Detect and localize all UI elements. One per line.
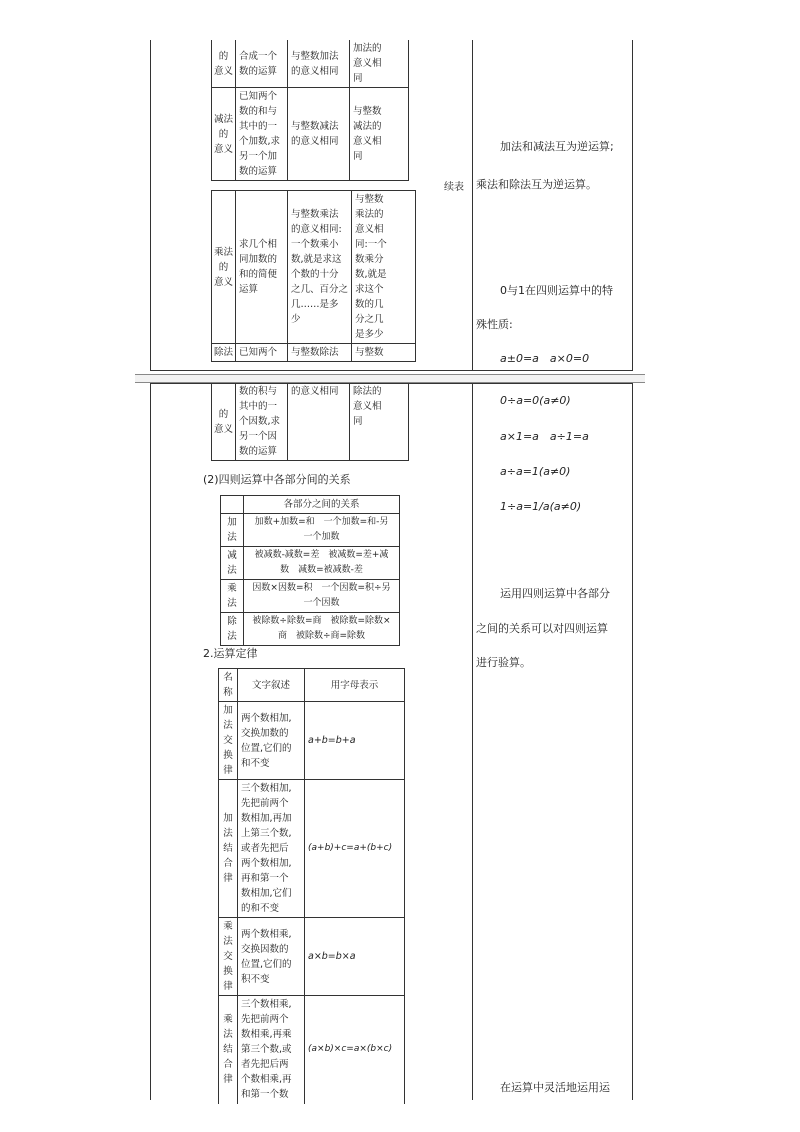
right-p2-line1: 0与1在四则运算中的特 — [500, 284, 613, 297]
row-name: 减法 的 意义 — [212, 88, 236, 181]
laws-heading: 2.运算定律 — [203, 647, 258, 660]
table-row — [212, 40, 409, 88]
row-name: 加法 — [221, 514, 244, 547]
right-p2-line2: 殊性质: — [476, 318, 513, 331]
table-row — [219, 996, 405, 1104]
table-row — [219, 669, 405, 702]
row-text: 被除数÷除数=商 被除数=除数× 商 被除数÷商=除数 — [244, 613, 400, 646]
page-break — [135, 374, 645, 383]
table-row — [212, 344, 416, 362]
table-row — [221, 580, 400, 613]
table-row — [221, 613, 400, 646]
row-name: 乘法 — [221, 580, 244, 613]
row-name: 的 意义 — [212, 40, 236, 88]
row-col2: 与整数除法 — [288, 344, 352, 362]
table-row — [221, 514, 400, 547]
row-col2: 的意义相同 — [288, 383, 350, 461]
meaning-table-top — [211, 40, 409, 181]
relations-table — [220, 495, 400, 646]
table-row — [219, 702, 405, 780]
relations-header: 各部分之间的关系 — [244, 496, 400, 514]
formula-5: 1÷a=1/a(a≠0) — [500, 500, 582, 513]
frame-mid-line — [472, 40, 473, 370]
row-name: 加 法 结 合 律 — [219, 780, 238, 918]
row-name: 加 法 交 换 律 — [219, 702, 238, 780]
table-row — [219, 780, 405, 918]
frame-mid-line-2 — [472, 383, 473, 1100]
row-col1: 已知两个 数的和与 其中的一 个加数,求 另一个加 数的运算 — [236, 88, 288, 181]
frame-right-line — [632, 40, 633, 370]
row-col3: 除法的 意义相 同 — [350, 383, 409, 461]
laws-table — [218, 668, 405, 1104]
xubiao-label: 续表 — [444, 182, 464, 193]
row-name: 减法 — [221, 547, 244, 580]
row-text: 两个数相乘, 交换因数的 位置,它们的 积不变 — [238, 918, 305, 996]
frame-right-line-2 — [632, 383, 633, 1100]
row-text: 加数+加数=和 一个加数=和-另 一个加数 — [244, 514, 400, 547]
row-col2: 与整数减法 的意义相同 — [288, 88, 350, 181]
laws-header-name: 名 称 — [219, 669, 238, 702]
frame-left-line — [150, 40, 151, 370]
row-col1: 求几个相 同加数的 和的简便 运算 — [236, 191, 288, 344]
row-text: 三个数相乘, 先把前两个 数相乘,再乘 第三个数,或 者先把后两 个数相乘,再 和第一个数 — [238, 996, 305, 1104]
row-name: 乘 法 交 换 律 — [219, 918, 238, 996]
right-p3-line1: 运用四则运算中各部分 — [500, 587, 610, 600]
formula-3: a×1=a a÷1=a — [500, 430, 589, 443]
row-col2: 与整数乘法 的意义相同: 一个数乘小 数,就是求这 个数的十分 之几、百分之 几……是多 少 — [288, 191, 352, 344]
table-row — [219, 918, 405, 996]
row-col3: 与整数 — [352, 344, 416, 362]
row-name: 的 意义 — [212, 383, 236, 461]
row-col1: 合成一个 数的运算 — [236, 40, 288, 88]
row-text: 因数×因数=积 一个因数=积÷另 一个因数 — [244, 580, 400, 613]
formula-4: a÷a=1(a≠0) — [500, 465, 571, 478]
table-row — [212, 88, 409, 181]
row-col3: 与整数 减法的 意义相 同 — [350, 88, 409, 181]
right-p1-line1: 加法和减法互为逆运算; — [500, 140, 614, 153]
laws-header-formula: 用字母表示 — [305, 669, 405, 702]
row-col2: 与整数加法 的意义相同 — [288, 40, 350, 88]
row-formula: (a×b)×c=a×(b×c) — [305, 996, 405, 1104]
row-formula: (a+b)+c=a+(b+c) — [305, 780, 405, 918]
row-text: 两个数相加, 交换加数的 位置,它们的 和不变 — [238, 702, 305, 780]
table-row — [221, 547, 400, 580]
relations-heading: (2)四则运算中各部分间的关系 — [203, 473, 351, 486]
right-p3-line2: 之间的关系可以对四则运算 — [476, 622, 608, 635]
table-row — [221, 496, 400, 514]
table-row — [212, 191, 416, 344]
right-p1-line2: 乘法和除法互为逆运算。 — [476, 178, 597, 191]
meaning-table-mult — [211, 190, 416, 362]
right-p4-line1: 在运算中灵活地运用运 — [500, 1081, 610, 1094]
row-text: 被减数-减数=差 被减数=差+减 数 减数=被减数-差 — [244, 547, 400, 580]
row-text: 三个数相加, 先把前两个 数相加,再加 上第三个数, 或者先把后 两个数相加, 再和第一个 数相加,它们 的和不变 — [238, 780, 305, 918]
row-col1: 数的积与 其中的一 个因数,求 另一个因 数的运算 — [236, 383, 288, 461]
row-col1: 已知两个 — [236, 344, 288, 362]
row-name: 除法 — [212, 344, 236, 362]
table-row — [212, 383, 409, 461]
relations-header-blank — [221, 496, 244, 514]
row-col3: 与整数 乘法的 意义相 同:一个 数乘分 数,就是 求这个 数的几 分之几 是多少 — [352, 191, 416, 344]
meaning-table-div-cont — [211, 383, 409, 461]
laws-header-text: 文字叙述 — [238, 669, 305, 702]
frame-bottom-line — [150, 370, 633, 371]
right-p3-line3: 进行验算。 — [476, 656, 531, 669]
row-name: 除法 — [221, 613, 244, 646]
row-formula: a+b=b+a — [305, 702, 405, 780]
row-formula: a×b=b×a — [305, 918, 405, 996]
row-name: 乘法 的 意义 — [212, 191, 236, 344]
row-col3: 加法的 意义相 同 — [350, 40, 409, 88]
formula-2: 0÷a=0(a≠0) — [500, 394, 571, 407]
row-name: 乘 法 结 合 律 — [219, 996, 238, 1104]
frame-left-line-2 — [150, 383, 151, 1100]
formula-1: a±0=a a×0=0 — [500, 352, 590, 365]
